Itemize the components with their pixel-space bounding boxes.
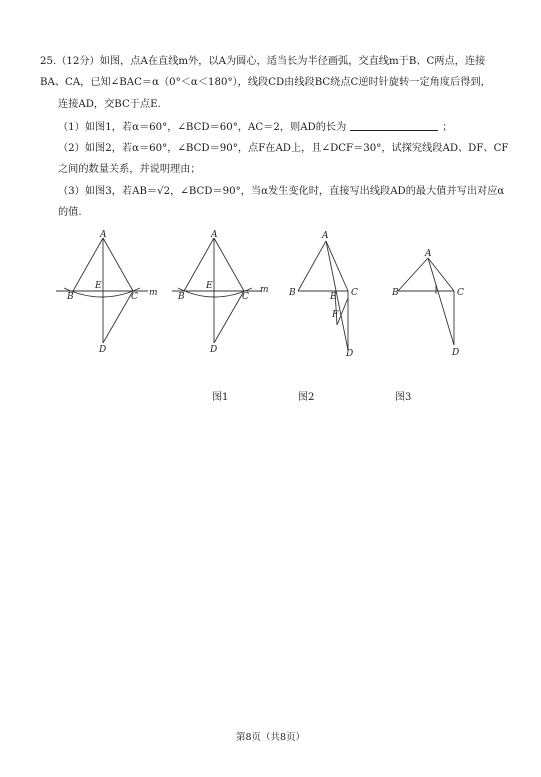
question-1-text: （1）如图1，若α＝60°，∠BCD＝60°，AC＝2，则AD的长为 [58,122,347,133]
caption-figure-3: 图3 [395,392,412,403]
fig1-label-b: B [67,292,74,302]
fig1-label-m: m [149,288,158,298]
fig2-label-b: B [178,292,185,302]
figure-4 [398,258,454,345]
caption-figure-1: 图1 [212,392,229,403]
question-3-line-2: 的值. [58,207,82,218]
page-footer: 第8页（共8页） [235,732,306,743]
fig4-label-d: D [452,348,460,358]
fig2-label-c: C [242,292,249,302]
figure-1 [56,238,148,343]
figure-2 [172,238,262,343]
fig2-label-a: A [211,230,218,240]
fig1-label-a: A [100,230,107,240]
problem-line-3: 连接AD，交BC于点E. [58,99,161,110]
fig2-label-d: D [210,345,218,355]
question-2-line-2: 之间的数量关系，并说明理由； [58,164,201,175]
figures-area [40,228,500,368]
problem-line-2: BA、CA，已知∠BAC＝α（0°＜α＜180°），线段CD由线段BC绕点C逆时针旋转一定角度后得到， [40,77,491,88]
caption-figure-2: 图2 [298,392,315,403]
fig1-label-e: E [95,281,102,291]
question-2-line-1: （2）如图2，若α＝60°，∠BCD＝90°，点F在AD上，且∠DCF＝30°，试探究线段AD、DF、CF [58,143,509,154]
problem-line-1: 25.（12分）如图，点A在直线m外，以A为圆心，适当长为半径画弧，交直线m于B、C两点，连接 [40,56,486,67]
question-1-end: ； [442,122,453,133]
fig2-label-e: E [206,281,213,291]
fig3-label-a: A [322,231,329,241]
fig3-label-c: C [351,288,358,298]
fig2-label-m: m [260,285,269,295]
fig1-label-d: D [99,345,107,355]
question-3-line-1: （3）如图3，若AB＝√2，∠BCD＝90°，当α发生变化时，直接写出线段AD的最大值并写出对应α [58,186,505,197]
fig4-label-c: C [457,288,464,298]
fig3-label-e: E [330,292,337,302]
geometry-figures [40,228,500,368]
fig3-label-b: B [289,288,296,298]
fig1-label-c: C [131,292,138,302]
answer-blank[interactable] [350,120,438,131]
fig3-label-d: D [346,349,354,359]
question-1 [58,120,452,135]
fig3-label-f: F [332,310,339,320]
fig4-label-b: B [392,288,399,298]
figure-3 [298,241,348,350]
fig4-label-a: A [425,249,432,259]
